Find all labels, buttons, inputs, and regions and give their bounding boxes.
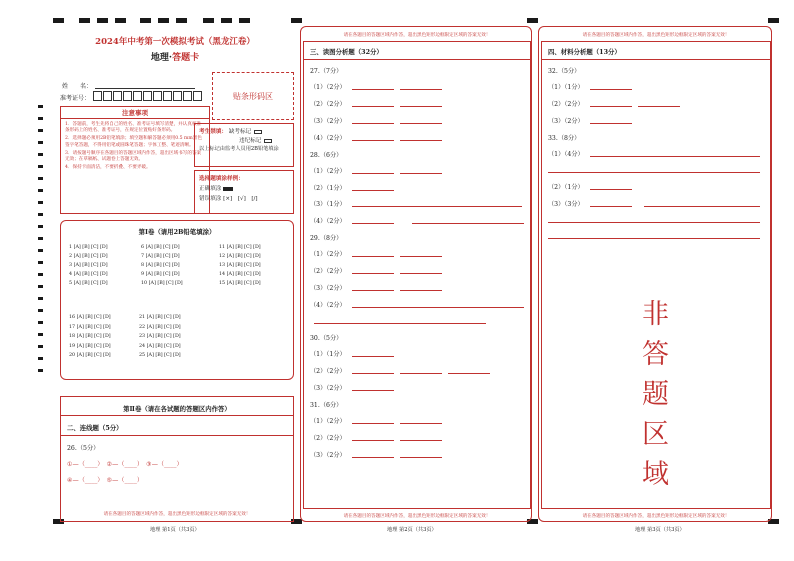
mcq-col-1[interactable]	[69, 243, 108, 288]
answer-line[interactable]	[548, 172, 760, 173]
q30-label: 30.（5分）	[310, 335, 343, 342]
page2-answer-area	[303, 41, 531, 509]
answer-line[interactable]	[548, 238, 760, 239]
answer-line[interactable]	[352, 256, 394, 257]
q32-2: （2）（2分）	[548, 101, 584, 108]
mcq-row[interactable]: 20 [A] [B] [C] [D]	[69, 353, 111, 358]
note-item: 1．答题前，考生先将自己的姓名、准考证号填写清楚，并认真核准条形码上的姓名、准考证号，在规定位置贴好条形码。	[65, 122, 202, 134]
violation-checkbox[interactable]	[264, 139, 272, 143]
part1-title: 第Ⅰ卷（请用2B铅笔填涂）	[138, 228, 216, 236]
mcq-row[interactable]: 8 [A] [B] [C] [D]	[141, 263, 180, 268]
answer-line[interactable]	[352, 89, 394, 90]
warning-text: 请在各题目的答题区域内作答，超出黑色矩形边框限定区域的答案无效！	[343, 514, 491, 519]
answer-line[interactable]	[590, 189, 632, 190]
q33-1: （1）（4分）	[548, 151, 584, 158]
mcq-row[interactable]: 11 [A] [B] [C] [D]	[219, 245, 261, 250]
mcq-row[interactable]: 16 [A] [B] [C] [D]	[69, 315, 111, 320]
answer-line[interactable]	[352, 223, 394, 224]
answer-line[interactable]	[352, 307, 524, 308]
notes-box	[60, 106, 210, 214]
timing-mark	[239, 18, 250, 23]
timing-mark	[176, 18, 187, 23]
q33-label: 33.（8分）	[548, 135, 581, 142]
answer-line[interactable]	[400, 273, 442, 274]
answer-line[interactable]	[352, 390, 394, 391]
answer-line[interactable]	[352, 190, 394, 191]
answer-line[interactable]	[400, 440, 442, 441]
q30-1: （1）（1分）	[310, 351, 346, 358]
correct-fill-mark	[223, 187, 233, 191]
q29-4: （4）（2分）	[310, 302, 346, 309]
non-answer-char: 域	[642, 459, 669, 490]
q28-2: （2）（1分）	[310, 185, 346, 192]
mcq-row[interactable]: 3 [A] [B] [C] [D]	[69, 263, 108, 268]
wrong-fill-marks: [×] [√] [/]	[223, 196, 258, 202]
timing-mark	[140, 18, 151, 23]
answer-line[interactable]	[352, 457, 394, 458]
answer-line[interactable]	[400, 173, 442, 174]
name-line[interactable]	[95, 88, 195, 89]
mcq-row[interactable]: 15 [A] [B] [C] [D]	[219, 281, 261, 286]
answer-line[interactable]	[400, 123, 442, 124]
section-4-title: 四、材料分析题（13分）	[548, 48, 621, 56]
barcode-label: 贴条形码区	[233, 91, 273, 101]
timing-mark	[527, 18, 538, 23]
mcq-row[interactable]: 4 [A] [B] [C] [D]	[69, 272, 108, 277]
mcq-col-5[interactable]	[139, 313, 181, 361]
page3-box	[538, 26, 772, 522]
mcq-col-3[interactable]	[219, 243, 261, 288]
q31-1: （1）（2分）	[310, 418, 346, 425]
q26-row-2[interactable]: ④—（____） ⑤—（____）	[67, 477, 144, 484]
answer-line[interactable]	[352, 290, 394, 291]
q33-2: （2）（1分）	[548, 184, 584, 191]
mcq-row[interactable]: 22 [A] [B] [C] [D]	[139, 324, 181, 330]
mcq-row[interactable]: 13 [A] [B] [C] [D]	[219, 263, 261, 268]
q27-2: （2）（2分）	[310, 101, 346, 108]
q27-label: 27.（7分）	[310, 68, 343, 75]
answer-line[interactable]	[638, 106, 680, 107]
mcq-col-4[interactable]	[69, 313, 111, 361]
mcq-row[interactable]: 6 [A] [B] [C] [D]	[141, 245, 180, 250]
examinee-desc: 以上标记由监考人员用2B铅笔填涂	[199, 146, 279, 152]
examinee-title: 考生禁填：	[199, 129, 227, 135]
mcq-row[interactable]: 9 [A] [B] [C] [D]	[141, 272, 180, 277]
page3-answer-area	[541, 41, 771, 509]
part2-box	[60, 396, 294, 522]
id-label: 准考证号：	[60, 95, 91, 102]
q32-1: （1）（1分）	[548, 84, 584, 91]
q26-label: 26.（5分）	[67, 445, 100, 452]
timing-mark	[97, 18, 108, 23]
answer-line[interactable]	[314, 323, 486, 324]
answer-line[interactable]	[352, 356, 394, 357]
answer-line[interactable]	[590, 156, 760, 157]
answer-line[interactable]	[590, 123, 632, 124]
mcq-row[interactable]: 2 [A] [B] [C] [D]	[69, 254, 108, 259]
note-item: 4．保持卡面清洁，不要折叠、不要弄破。	[65, 165, 151, 171]
answer-line[interactable]	[644, 206, 760, 207]
mcq-row[interactable]: 18 [A] [B] [C] [D]	[69, 334, 111, 339]
answer-line[interactable]	[352, 273, 394, 274]
mcq-row[interactable]: 17 [A] [B] [C] [D]	[69, 324, 111, 330]
q28-label: 28.（6分）	[310, 152, 343, 159]
footer-page-1: 地理 第1页（共3页）	[150, 527, 200, 533]
id-boxes[interactable]	[93, 91, 203, 103]
non-answer-char: 答	[642, 339, 669, 370]
q28-4: （4）（2分）	[310, 218, 346, 225]
wrong-fill-label: 错误填涂	[199, 196, 222, 202]
answer-line[interactable]	[400, 373, 442, 374]
q26-row-1[interactable]: ①—（____） ②—（____） ③—（____）	[67, 461, 183, 468]
answer-line[interactable]	[548, 222, 760, 223]
q31-label: 31.（6分）	[310, 402, 343, 409]
mcq-row[interactable]: 23 [A] [B] [C] [D]	[139, 334, 181, 339]
name-label: 姓 名：	[62, 83, 93, 90]
answer-line[interactable]	[590, 106, 632, 107]
q32-label: 32.（5分）	[548, 68, 581, 75]
answer-line[interactable]	[352, 440, 394, 441]
answer-line[interactable]	[352, 140, 394, 141]
answer-line[interactable]	[400, 140, 442, 141]
mcq-row[interactable]: 24 [A] [B] [C] [D]	[139, 343, 181, 349]
q29-label: 29.（8分）	[310, 235, 343, 242]
answer-line[interactable]	[352, 123, 394, 124]
mcq-col-2[interactable]	[141, 243, 183, 288]
answer-line[interactable]	[400, 89, 442, 90]
answer-line[interactable]	[448, 373, 490, 374]
answer-line[interactable]	[400, 106, 442, 107]
mcq-row[interactable]: 12 [A] [B] [C] [D]	[219, 254, 261, 259]
q30-3: （3）（2分）	[310, 385, 346, 392]
answer-line[interactable]	[352, 423, 394, 424]
timing-mark	[115, 18, 126, 23]
examinee-box	[194, 123, 294, 167]
answer-line[interactable]	[352, 106, 394, 107]
footer-page-3: 地理 第3页（共3页）	[635, 527, 685, 533]
answer-line[interactable]	[590, 89, 632, 90]
notes-title: 注意事项	[61, 107, 209, 119]
note-item: 3．请按题号顺序在各题目的答题区域内作答，超出区域书写的答案无效；在草稿纸、试题卷上答题无效。	[65, 150, 202, 162]
timing-mark	[53, 18, 64, 23]
q28-1: （1）（2分）	[310, 168, 346, 175]
answer-line[interactable]	[412, 223, 524, 224]
timing-mark	[291, 18, 302, 23]
q29-2: （2）（2分）	[310, 268, 346, 275]
barcode-area[interactable]	[212, 72, 294, 120]
q31-3: （3）（2分）	[310, 452, 346, 459]
part2-title: 第Ⅱ卷（请在各试题的答题区内作答）	[123, 405, 231, 413]
q29-3: （3）（2分）	[310, 285, 346, 292]
answer-line[interactable]	[400, 457, 442, 458]
page2-box	[300, 26, 532, 522]
q31-2: （2）（2分）	[310, 435, 346, 442]
mcq-row[interactable]: 21 [A] [B] [C] [D]	[139, 315, 181, 320]
section-3-title: 三、读图分析题（32分）	[310, 48, 383, 56]
violation-label: 违纪标记	[239, 138, 262, 144]
q28-3: （3）（1分）	[310, 201, 346, 208]
correct-fill-label: 正确填涂	[199, 186, 222, 192]
mcq-row[interactable]: 10 [A] [B] [C] [D]	[141, 281, 183, 286]
q29-1: （1）（2分）	[310, 251, 346, 258]
q32-3: （3）（2分）	[548, 118, 584, 125]
q30-2: （2）（2分）	[310, 368, 346, 375]
timing-mark	[158, 18, 169, 23]
q27-4: （4）（2分）	[310, 135, 346, 142]
mcq-row[interactable]: 7 [A] [B] [C] [D]	[141, 254, 180, 259]
footer-page-2: 地理 第2页（共3页）	[387, 527, 437, 533]
warning-text: 请在各题目的答题区域内作答，超出黑色矩形边框限定区域的答案无效！	[582, 514, 730, 519]
q27-3: （3）（2分）	[310, 118, 346, 125]
subject-suffix: 答题卡	[172, 53, 200, 63]
absent-checkbox[interactable]	[254, 130, 262, 134]
q33-3: （3）（3分）	[548, 201, 584, 208]
non-answer-char: 区	[642, 419, 669, 450]
section-2-title: 二、连线题（5分）	[67, 424, 123, 432]
fill-example-title: 选择题填涂样例：	[199, 176, 244, 182]
timing-mark	[768, 18, 779, 23]
part1-box	[60, 220, 294, 380]
answer-line[interactable]	[352, 173, 394, 174]
mcq-row[interactable]: 19 [A] [B] [C] [D]	[69, 343, 111, 349]
absent-label: 缺考标记	[228, 129, 252, 135]
timing-mark	[221, 18, 232, 23]
warning-text: 请在各题目的答题区域内作答，超出黑色矩形边框限定区域的答案无效！	[343, 33, 491, 38]
answer-line[interactable]	[352, 206, 522, 207]
subject-title	[60, 50, 290, 63]
mcq-row[interactable]: 14 [A] [B] [C] [D]	[219, 272, 261, 277]
timing-mark	[79, 18, 90, 23]
note-item: 2．选择题必须用2B铅笔填涂；填空题和解答题必须用0.5 mm黑色签字笔答题，不得用铅笔或圆珠笔答题；字体工整、笔迹清晰。	[65, 136, 202, 148]
q27-1: （1）（2分）	[310, 84, 346, 91]
warning-text: 请在各题目的答题区域内作答，超出黑色矩形边框限定区域的答案无效！	[582, 33, 730, 38]
timing-mark	[203, 18, 214, 23]
answer-line[interactable]	[400, 256, 442, 257]
mcq-row[interactable]: 25 [A] [B] [C] [D]	[139, 353, 181, 358]
subject-prefix: 地理·	[150, 53, 173, 63]
answer-line[interactable]	[590, 206, 632, 207]
non-answer-char: 非	[642, 299, 669, 330]
fill-example-box	[194, 170, 294, 214]
answer-line[interactable]	[352, 373, 394, 374]
side-timing-marks	[38, 105, 43, 375]
exam-title: 2024年中考第一次模拟考试（黑龙江卷）	[95, 37, 255, 47]
answer-line[interactable]	[400, 423, 442, 424]
mcq-row[interactable]: 5 [A] [B] [C] [D]	[69, 281, 108, 286]
answer-line[interactable]	[400, 290, 442, 291]
non-answer-char: 题	[642, 379, 669, 410]
mcq-row[interactable]: 1 [A] [B] [C] [D]	[69, 245, 108, 250]
warning-text: 请在各题目的答题区域内作答，超出黑色矩形边框限定区域的答案无效！	[103, 512, 251, 517]
